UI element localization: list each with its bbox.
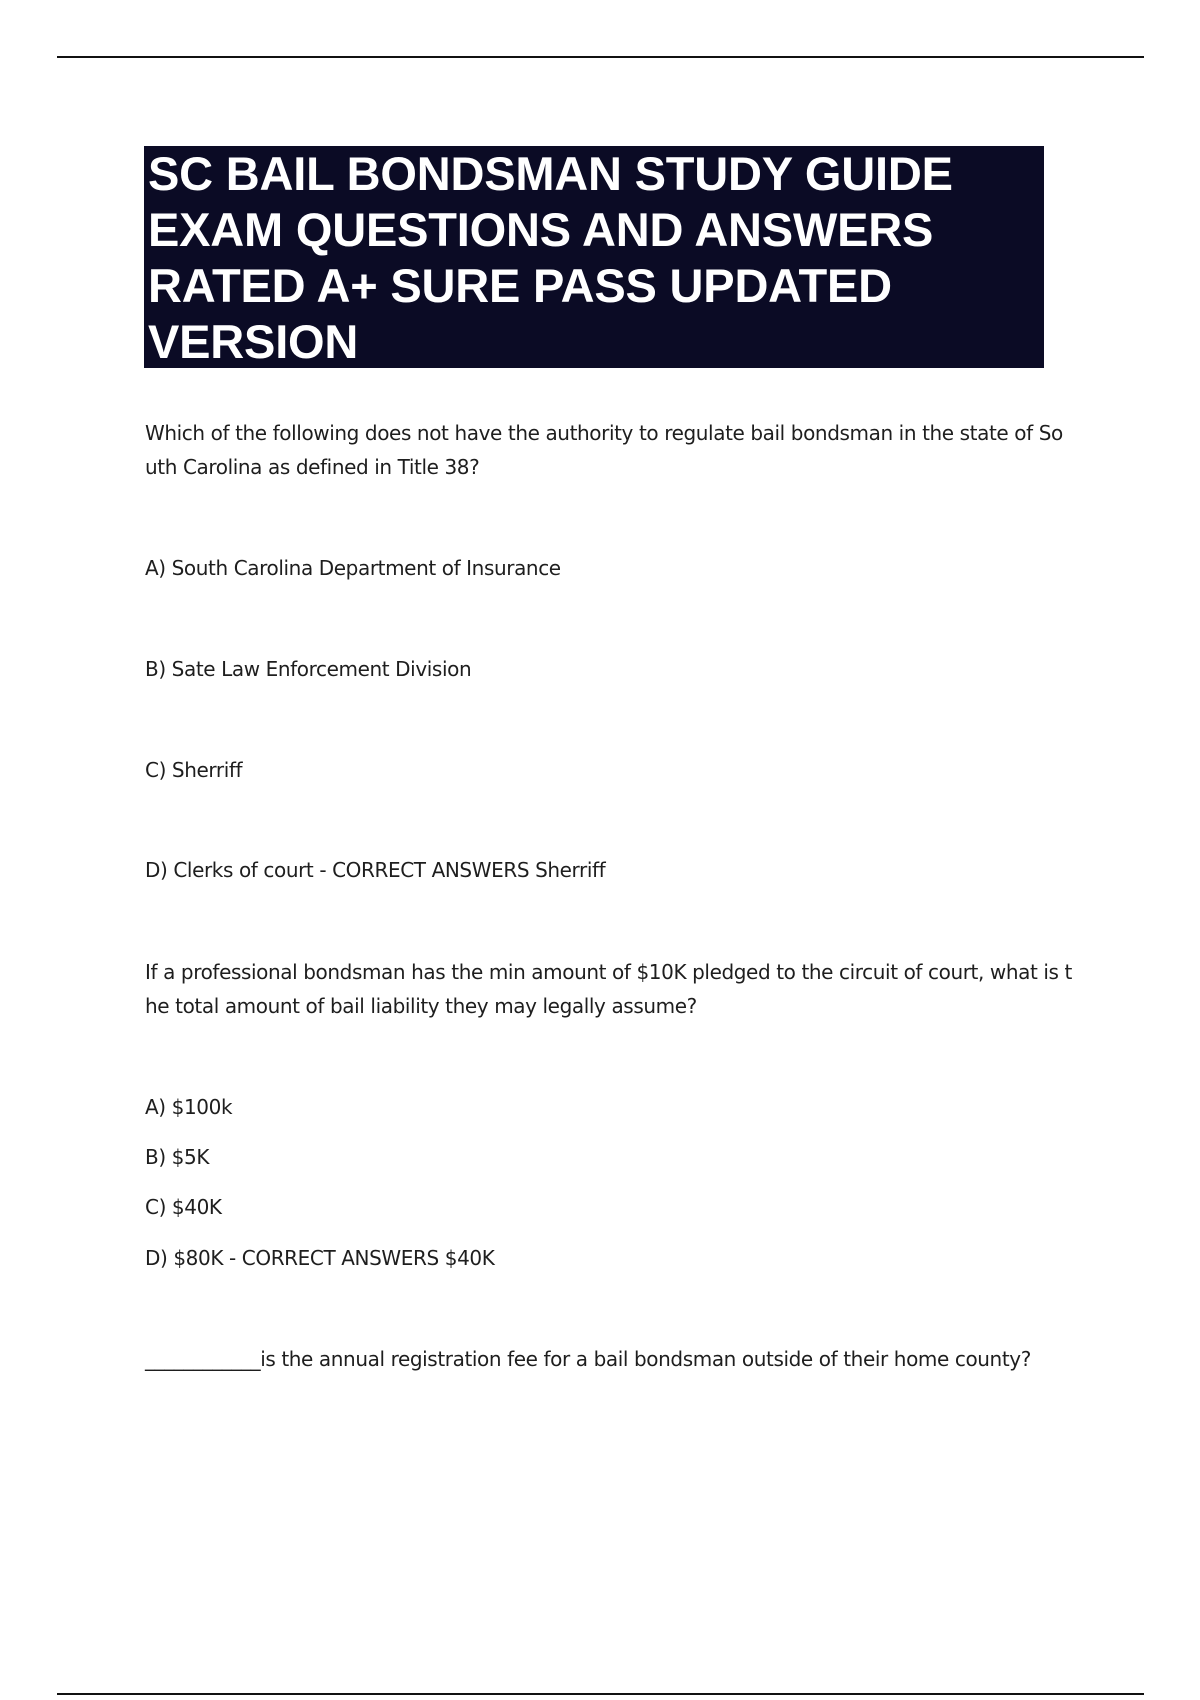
question-1-option-d-answer: D) Clerks of court - CORRECT ANSWERS Sherriff (145, 858, 606, 882)
question-2-line-1: If a professional bondsman has the min amount of $10K pledged to the circuit of court, what is t (145, 960, 1072, 984)
question-1-line-1: Which of the following does not have the authority to regulate bail bondsman in the state of So (145, 421, 1063, 445)
question-1-option-b: B) Sate Law Enforcement Division (145, 657, 472, 681)
question-1-option-c: C) Sherriff (145, 758, 243, 782)
question-2-line-2: he total amount of bail liability they may legally assume? (145, 994, 697, 1018)
question-2-option-c: C) $40K (145, 1195, 222, 1219)
question-2-option-d-answer: D) $80K - CORRECT ANSWERS $40K (145, 1246, 495, 1270)
bottom-rule (57, 1693, 1144, 1695)
question-3-line-1: ____________is the annual registration fee for a bail bondsman outside of their home county? (145, 1347, 1031, 1371)
title-banner (144, 146, 1044, 368)
question-1-option-a: A) South Carolina Department of Insurance (145, 556, 561, 580)
question-1-line-2: uth Carolina as defined in Title 38? (145, 455, 480, 479)
top-rule (57, 56, 1144, 58)
document-title: SC BAIL BONDSMAN STUDY GUIDE EXAM QUESTIONS AND ANSWERS RATED A+ SURE PASS UPDATED VERSION (148, 147, 953, 368)
question-2-option-b: B) $5K (145, 1145, 210, 1169)
question-2-option-a: A) $100k (145, 1095, 233, 1119)
